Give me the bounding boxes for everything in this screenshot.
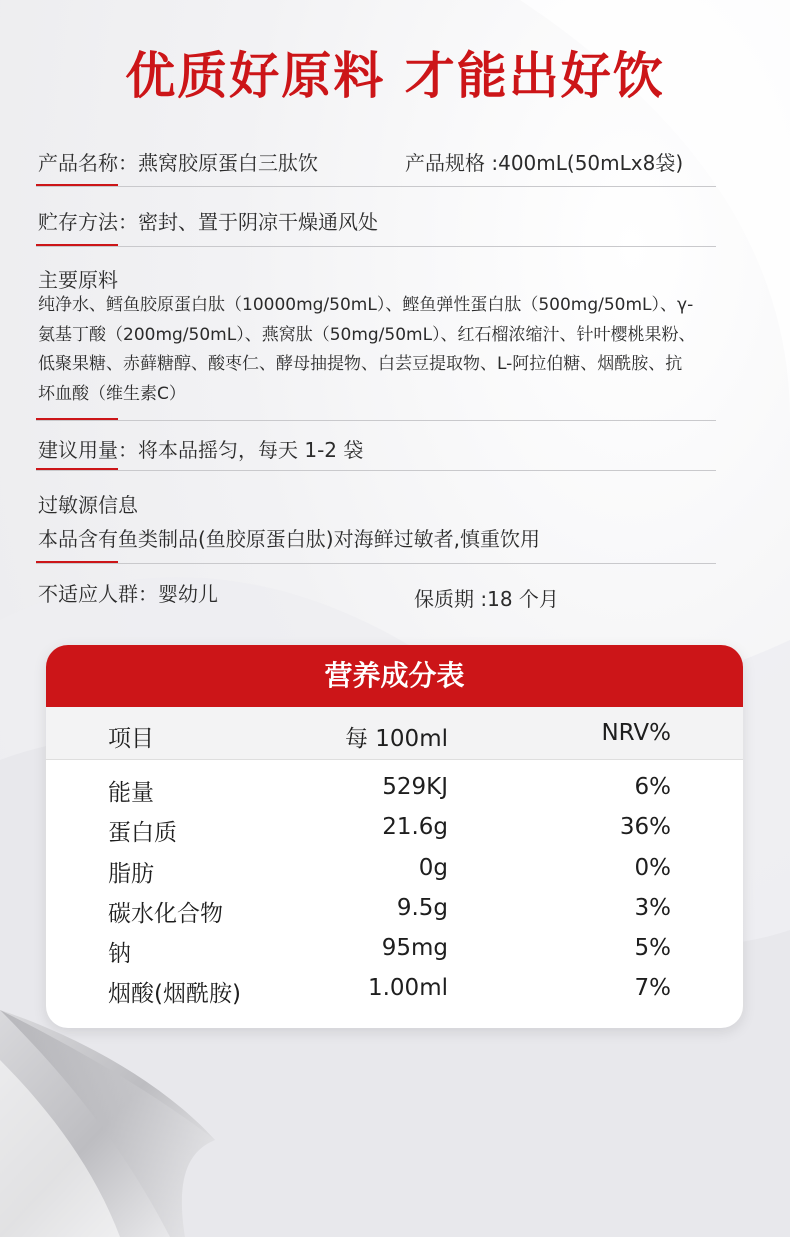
divider (36, 246, 716, 247)
header-item: 项目 (108, 726, 154, 752)
nutrient-nrv: 36% (619, 814, 671, 841)
nutrient-amount: 0g (418, 854, 448, 881)
ingredients-label: 主要原料 (38, 268, 118, 292)
header-per100ml: 每 100ml (344, 726, 448, 752)
nutrient-nrv: 6% (634, 774, 671, 800)
nutrient-amount: 9.5g (396, 894, 448, 921)
nutrient-nrv: 7% (634, 975, 671, 1002)
nutrition-rows (46, 760, 743, 1016)
nutrient-name: 烟酸(烟酰胺) (108, 981, 241, 1008)
unsuitable-group: 不适应人群：婴幼儿 (38, 582, 218, 606)
table-row (46, 855, 743, 895)
ingredients-line: 纯净水、鳕鱼胶原蛋白肽（10000mg/50mL）、鲣鱼弹性蛋白肽（500mg/50mL）、γ- (38, 295, 694, 315)
shelf-life: 保质期 :18 个月 (414, 587, 559, 611)
storage-method: 贮存方法：密封、置于阴凉干燥通风处 (38, 210, 378, 234)
nutrition-table-title: 营养成分表 (46, 645, 743, 707)
ingredients-line: 低聚果糖、赤藓糖醇、酸枣仁、酵母抽提物、白芸豆提取物、L-阿拉伯糖、烟酰胺、抗 (38, 354, 683, 374)
table-row (46, 774, 743, 814)
ingredients-line: 氨基丁酸（200mg/50mL）、燕窝肽（50mg/50mL）、红石榴浓缩汁、针叶樱桃果粉、 (38, 324, 696, 345)
page-title: 优质好原料 才能出好饮 (125, 47, 665, 105)
nutrient-name: 蛋白质 (108, 820, 177, 847)
nutrient-amount: 1.00ml (367, 975, 448, 1002)
table-row (46, 895, 743, 935)
nutrient-nrv: 3% (634, 894, 671, 921)
product-spec: 产品规格 :400mL(50mLx8袋) (405, 151, 684, 175)
ingredients-line: 坏血酸（维生素C） (38, 383, 186, 404)
nutrient-nrv: 5% (634, 935, 671, 962)
header-nrv: NRV% (601, 720, 671, 746)
ingredients-text (38, 291, 758, 409)
nutrition-table (46, 645, 743, 1028)
table-row (46, 935, 743, 975)
nutrient-name: 钠 (108, 941, 131, 968)
nutrient-amount: 529KJ (382, 774, 448, 800)
product-name: 产品名称：燕窝胶原蛋白三肽饮 (38, 151, 318, 175)
nutrient-name: 脂肪 (108, 860, 154, 887)
divider (36, 470, 716, 471)
page-curl-decoration (0, 1000, 260, 1237)
divider (36, 563, 716, 564)
nutrient-amount: 21.6g (382, 814, 448, 841)
table-row (46, 814, 743, 854)
dosage: 建议用量：将本品摇匀，每天 1-2 袋 (38, 438, 364, 462)
nutrient-nrv: 0% (634, 854, 671, 881)
allergen-label: 过敏源信息 (38, 493, 138, 517)
nutrient-name: 能量 (108, 780, 154, 806)
divider (36, 186, 716, 187)
allergen-text: 本品含有鱼类制品(鱼胶原蛋白肽)对海鲜过敏者,慎重饮用 (38, 527, 540, 551)
nutrient-name: 碳水化合物 (108, 900, 223, 927)
nutrition-table-header (46, 707, 743, 760)
nutrient-amount: 95mg (381, 935, 448, 962)
divider (36, 420, 716, 421)
